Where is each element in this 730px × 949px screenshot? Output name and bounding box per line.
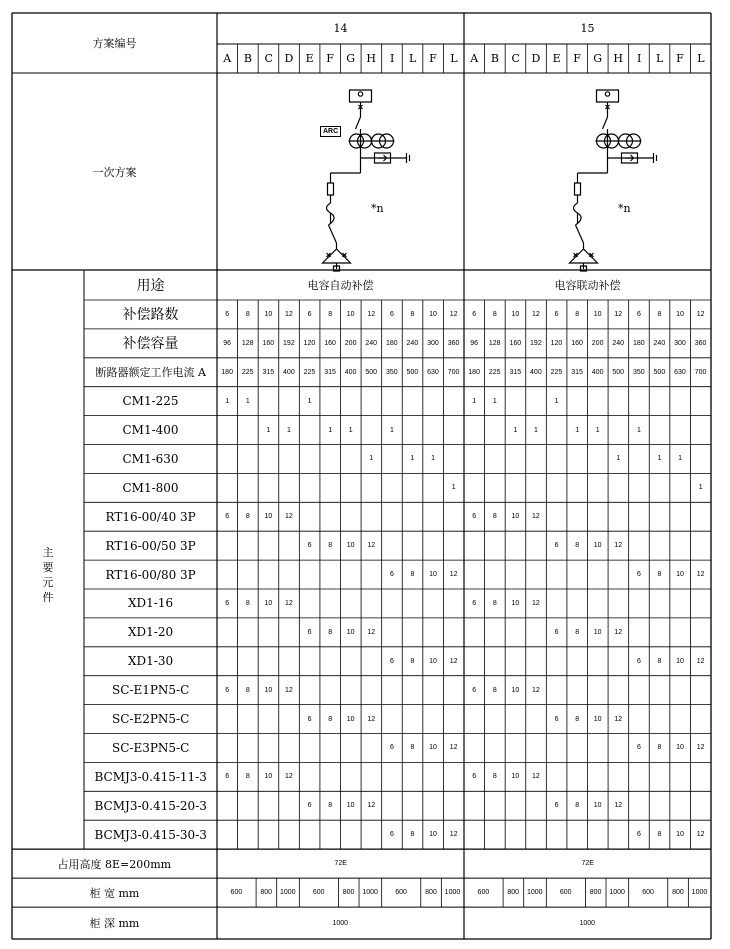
usage-14: 电容自动补偿 — [307, 279, 374, 292]
width-label: 柜 宽 mm — [89, 886, 140, 900]
table-cell: 630 — [674, 368, 686, 376]
primary-circuit-diagram — [570, 90, 657, 271]
table-cell: 10 — [264, 310, 273, 318]
table-cell: 1 — [266, 426, 271, 434]
table-cell: 12 — [696, 571, 705, 579]
table-cell: 10 — [511, 773, 520, 781]
width-cell: 1000 — [444, 889, 461, 897]
table-cell: 225 — [303, 368, 316, 376]
column-letter: H — [366, 52, 376, 65]
height-label: 占用高度 8E=200mm — [57, 857, 172, 871]
column-letter: I — [636, 52, 642, 65]
table-cell: 6 — [389, 571, 394, 579]
table-cell: 10 — [593, 310, 602, 318]
usage-label: 用途 — [136, 278, 165, 294]
table-cell: 1 — [348, 426, 353, 434]
table-cell: 10 — [511, 686, 520, 694]
table-cell: 10 — [346, 802, 355, 810]
table-cell: 8 — [657, 657, 662, 665]
table-cell: 6 — [225, 310, 230, 318]
table-cell: 10 — [676, 571, 684, 579]
column-letter: F — [429, 52, 437, 65]
table-cell: 400 — [591, 368, 604, 376]
table-cell: 12 — [532, 686, 540, 694]
table-cell: 6 — [554, 628, 559, 636]
table-cell: 180 — [385, 339, 398, 347]
table-cell: 12 — [696, 657, 705, 665]
table-cell: 12 — [449, 310, 458, 318]
table-cell: 6 — [225, 513, 230, 521]
table-cell: 12 — [367, 802, 376, 810]
column-letter: E — [305, 52, 314, 65]
table-cell: 8 — [410, 310, 415, 318]
table-cell: 8 — [328, 542, 333, 550]
table-cell: 12 — [532, 513, 540, 521]
table-cell: 6 — [225, 686, 230, 694]
table-cell: 1 — [595, 426, 600, 434]
column-letter: I — [389, 52, 395, 65]
table-cell: 8 — [245, 599, 250, 607]
table-cell: 10 — [593, 542, 602, 550]
column-letter: F — [573, 52, 581, 65]
table-cell: 240 — [653, 339, 666, 347]
table-cell: 160 — [571, 339, 583, 347]
row-label: SC-E3PN5-C — [112, 740, 190, 755]
table-cell: 1 — [636, 426, 641, 434]
table-cell: 12 — [614, 310, 623, 318]
width-cell: 800 — [260, 889, 273, 897]
table-cell: 12 — [449, 744, 458, 752]
table-cell: 1 — [554, 397, 559, 405]
column-letter: D — [284, 52, 294, 65]
table-cell: 8 — [410, 657, 415, 665]
column-letter: F — [326, 52, 334, 65]
compensation-count-mark: *n — [618, 201, 631, 215]
table-cell: 315 — [571, 368, 583, 376]
width-cell: 600 — [230, 889, 243, 897]
table-cell: 6 — [636, 831, 641, 839]
column-letter: L — [656, 52, 664, 65]
table-cell: 8 — [410, 571, 415, 579]
table-cell: 10 — [429, 831, 437, 839]
table-cell: 400 — [283, 368, 295, 376]
column-letter: C — [511, 52, 520, 65]
table-cell: 8 — [657, 831, 662, 839]
table-cell: 6 — [472, 310, 477, 318]
table-cell: 500 — [612, 368, 625, 376]
table-cell: 200 — [344, 339, 357, 347]
table-cell: 1 — [698, 484, 703, 492]
table-cell: 8 — [410, 831, 415, 839]
column-letter: D — [531, 52, 541, 65]
table-cell: 192 — [283, 339, 295, 347]
table-cell: 1 — [513, 426, 518, 434]
main-components-label: 主 要 元 件 — [42, 545, 54, 604]
column-letter: G — [593, 52, 603, 65]
table-cell: 10 — [346, 310, 355, 318]
column-letter: E — [552, 52, 561, 65]
width-cell: 600 — [642, 889, 654, 897]
table-cell: 10 — [511, 599, 520, 607]
depth-14: 1000 — [332, 919, 349, 927]
column-letter: L — [409, 52, 417, 65]
table-cell: 1 — [410, 455, 415, 463]
depth-label: 柜 深 mm — [89, 917, 140, 931]
column-letter: C — [264, 52, 273, 65]
column-letter: F — [676, 52, 684, 65]
depth-15: 1000 — [579, 919, 596, 927]
width-cell: 1000 — [362, 889, 378, 897]
table-cell: 180 — [221, 368, 233, 376]
width-cell: 600 — [477, 889, 490, 897]
table-cell: 10 — [346, 542, 355, 550]
width-cell: 800 — [672, 889, 684, 897]
width-cell: 600 — [312, 889, 325, 897]
table-cell: 1 — [245, 397, 250, 405]
table-cell: 225 — [550, 368, 563, 376]
table-cell: 10 — [593, 802, 602, 810]
width-cell: 1000 — [691, 889, 708, 897]
width-cell: 1000 — [527, 889, 543, 897]
table-cell: 96 — [470, 339, 479, 347]
table-cell: 160 — [262, 339, 275, 347]
column-letter: B — [490, 52, 499, 65]
table-cell: 6 — [554, 802, 559, 810]
table-cell: 10 — [676, 831, 684, 839]
table-cell: 10 — [429, 310, 437, 318]
width-cell: 800 — [589, 889, 602, 897]
row-label: RT16-00/40 3P — [105, 509, 196, 524]
row-label: CM1-800 — [122, 480, 179, 495]
table-cell: 180 — [632, 339, 645, 347]
table-cell: 10 — [676, 310, 684, 318]
table-cell: 1 — [328, 426, 333, 434]
width-cell: 1000 — [280, 889, 296, 897]
table-cell: 12 — [285, 599, 293, 607]
table-cell: 128 — [241, 339, 254, 347]
table-cell: 10 — [264, 599, 273, 607]
scheme-15-title: 15 — [580, 22, 595, 35]
table-cell: 1 — [307, 397, 312, 405]
table-cell: 12 — [532, 310, 540, 318]
row-label: CM1-400 — [122, 423, 179, 438]
row-label: CM1-630 — [122, 451, 179, 466]
table-cell: 315 — [324, 368, 336, 376]
row-label: RT16-00/80 3P — [105, 567, 196, 582]
column-letter: L — [697, 52, 705, 65]
table-cell: 315 — [509, 368, 522, 376]
table-cell: 6 — [307, 542, 312, 550]
table-cell: 6 — [636, 744, 641, 752]
table-cell: 1 — [225, 397, 230, 405]
table-cell: 1 — [678, 455, 683, 463]
table-cell: 1 — [451, 484, 456, 492]
table-cell: 12 — [614, 802, 623, 810]
width-cell: 600 — [395, 889, 407, 897]
table-cell: 1 — [287, 426, 291, 434]
table-cell: 360 — [694, 339, 707, 347]
table-cell: 120 — [303, 339, 316, 347]
table-cell: 180 — [468, 368, 480, 376]
table-cell: 12 — [449, 571, 458, 579]
table-cell: 1 — [657, 455, 662, 463]
table-cell: 10 — [429, 571, 437, 579]
table-cell: 8 — [328, 628, 333, 636]
table-cell: 10 — [593, 628, 602, 636]
table-cell: 360 — [447, 339, 460, 347]
table-cell: 6 — [307, 802, 312, 810]
table-cell: 1 — [369, 455, 374, 463]
table-cell: 12 — [696, 310, 705, 318]
width-cell: 800 — [342, 889, 355, 897]
table-cell: 12 — [367, 715, 376, 723]
table-cell: 12 — [367, 542, 376, 550]
table-cell: 8 — [245, 686, 250, 694]
table-cell: 10 — [264, 773, 273, 781]
table-cell: 10 — [264, 513, 273, 521]
height-14: 72E — [334, 860, 347, 868]
width-cell: 1000 — [609, 889, 625, 897]
table-cell: 8 — [328, 802, 333, 810]
table-cell: 8 — [492, 513, 497, 521]
table-cell: 6 — [554, 310, 559, 318]
row-label: CM1-225 — [122, 394, 179, 409]
column-letter: G — [346, 52, 356, 65]
table-cell: 10 — [346, 628, 355, 636]
component-table — [12, 13, 711, 939]
table-cell: 6 — [636, 310, 641, 318]
table-cell: 315 — [262, 368, 275, 376]
width-cell: 800 — [425, 889, 437, 897]
table-cell: 6 — [307, 310, 312, 318]
table-cell: 1 — [472, 397, 477, 405]
table-cell: 8 — [575, 802, 580, 810]
table-cell: 10 — [429, 744, 437, 752]
table-cell: 6 — [389, 744, 394, 752]
table-cell: 8 — [575, 542, 580, 550]
scheme-number-label: 方案编号 — [92, 37, 137, 50]
table-cell: 300 — [674, 339, 686, 347]
table-cell: 8 — [657, 571, 662, 579]
table-cell: 96 — [223, 339, 232, 347]
row-label: RT16-00/50 3P — [105, 538, 196, 553]
table-cell: 400 — [344, 368, 357, 376]
table-cell: 630 — [427, 368, 439, 376]
row-label: BCMJ3-0.415-11-3 — [94, 769, 207, 784]
table-cell: 8 — [575, 715, 580, 723]
table-cell: 8 — [410, 744, 415, 752]
table-cell: 6 — [225, 599, 230, 607]
table-cell: 8 — [492, 310, 497, 318]
table-cell: 240 — [406, 339, 419, 347]
table-cell: 8 — [492, 599, 497, 607]
width-cell: 800 — [507, 889, 520, 897]
table-cell: 1 — [575, 426, 580, 434]
table-cell: 1 — [431, 455, 436, 463]
row-label: BCMJ3-0.415-30-3 — [94, 827, 207, 842]
table-cell: 12 — [285, 513, 293, 521]
table-cell: 12 — [532, 599, 540, 607]
table-cell: 10 — [346, 715, 355, 723]
compensation-count-mark: *n — [371, 201, 384, 215]
width-cell: 600 — [559, 889, 572, 897]
table-cell: 128 — [488, 339, 501, 347]
table-cell: 1 — [534, 426, 538, 434]
table-cell: 6 — [307, 628, 312, 636]
table-cell: 8 — [575, 310, 580, 318]
table-cell: 6 — [472, 599, 477, 607]
table-cell: 12 — [367, 628, 376, 636]
table-cell: 6 — [472, 686, 477, 694]
table-cell: 6 — [554, 542, 559, 550]
table-cell: 160 — [509, 339, 522, 347]
table-cell: 12 — [285, 773, 293, 781]
column-letter: A — [470, 52, 479, 65]
table-cell: 350 — [385, 368, 398, 376]
table-cell: 8 — [245, 513, 250, 521]
table-cell: 6 — [389, 831, 394, 839]
table-cell: 10 — [676, 744, 684, 752]
table-cell: 6 — [472, 513, 477, 521]
table-cell: 120 — [550, 339, 563, 347]
table-cell: 8 — [492, 773, 497, 781]
table-cell: 12 — [449, 831, 458, 839]
table-cell: 12 — [696, 744, 705, 752]
table-cell: 6 — [389, 657, 394, 665]
table-cell: 6 — [636, 657, 641, 665]
table-cell: 1 — [389, 426, 394, 434]
table-cell: 10 — [429, 657, 437, 665]
table-cell: 6 — [636, 571, 641, 579]
table-cell: 8 — [492, 686, 497, 694]
table-cell: 6 — [554, 715, 559, 723]
table-cell: 12 — [614, 542, 623, 550]
primary-scheme-label: 一次方案 — [92, 165, 137, 179]
table-cell: 12 — [532, 773, 540, 781]
table-cell: 10 — [264, 686, 273, 694]
table-cell: 6 — [389, 310, 394, 318]
table-cell: 500 — [653, 368, 666, 376]
usage-15: 电容联动补偿 — [554, 279, 621, 292]
table-cell: 10 — [511, 310, 520, 318]
table-cell: 8 — [328, 310, 333, 318]
table-cell: 12 — [285, 686, 293, 694]
table-cell: 240 — [365, 339, 378, 347]
table-cell: 8 — [245, 310, 250, 318]
row-label: XD1-16 — [128, 596, 174, 611]
row-label: SC-E2PN5-C — [112, 712, 190, 727]
table-cell: 225 — [241, 368, 254, 376]
row-label: 补偿路数 — [122, 307, 179, 324]
table-cell: 350 — [632, 368, 645, 376]
table-cell: 700 — [447, 368, 460, 376]
table-cell: 500 — [365, 368, 378, 376]
scheme-14-title: 14 — [333, 22, 348, 35]
table-cell: 700 — [694, 368, 707, 376]
table-cell: 8 — [657, 744, 662, 752]
column-letter: H — [613, 52, 623, 65]
table-cell: 10 — [593, 715, 602, 723]
primary-circuit-diagram — [323, 90, 410, 271]
table-cell: 8 — [657, 310, 662, 318]
table-cell: 225 — [488, 368, 501, 376]
table-cell: 12 — [285, 310, 293, 318]
table-cell: 10 — [676, 657, 684, 665]
table-cell: 6 — [307, 715, 312, 723]
row-label: XD1-20 — [128, 625, 174, 640]
table-cell: 12 — [367, 310, 376, 318]
table-cell: 8 — [328, 715, 333, 723]
table-cell: 1 — [492, 397, 497, 405]
table-cell: 8 — [245, 773, 250, 781]
table-cell: 400 — [530, 368, 542, 376]
table-cell: 300 — [427, 339, 439, 347]
table-cell: 8 — [575, 628, 580, 636]
table-cell: 6 — [225, 773, 230, 781]
row-label: 补偿容量 — [122, 336, 179, 353]
table-cell: 12 — [449, 657, 458, 665]
column-letter: B — [243, 52, 252, 65]
table-cell: 192 — [530, 339, 542, 347]
table-cell: 160 — [324, 339, 336, 347]
table-cell: 200 — [591, 339, 604, 347]
column-letter: A — [223, 52, 232, 65]
table-cell: 12 — [614, 628, 623, 636]
row-label: 断路器额定工作电流 A — [95, 366, 206, 380]
table-cell: 500 — [406, 368, 419, 376]
table-cell: 6 — [472, 773, 477, 781]
height-15: 72E — [581, 860, 594, 868]
row-label: SC-E1PN5-C — [112, 683, 190, 698]
arc-tag: ARC — [320, 126, 341, 137]
row-label: XD1-30 — [128, 654, 174, 669]
table-cell: 240 — [612, 339, 625, 347]
column-letter: L — [450, 52, 458, 65]
table-cell: 12 — [696, 831, 705, 839]
row-label: BCMJ3-0.415-20-3 — [94, 798, 207, 813]
table-cell: 12 — [614, 715, 623, 723]
table-cell: 10 — [511, 513, 520, 521]
table-cell: 1 — [616, 455, 621, 463]
